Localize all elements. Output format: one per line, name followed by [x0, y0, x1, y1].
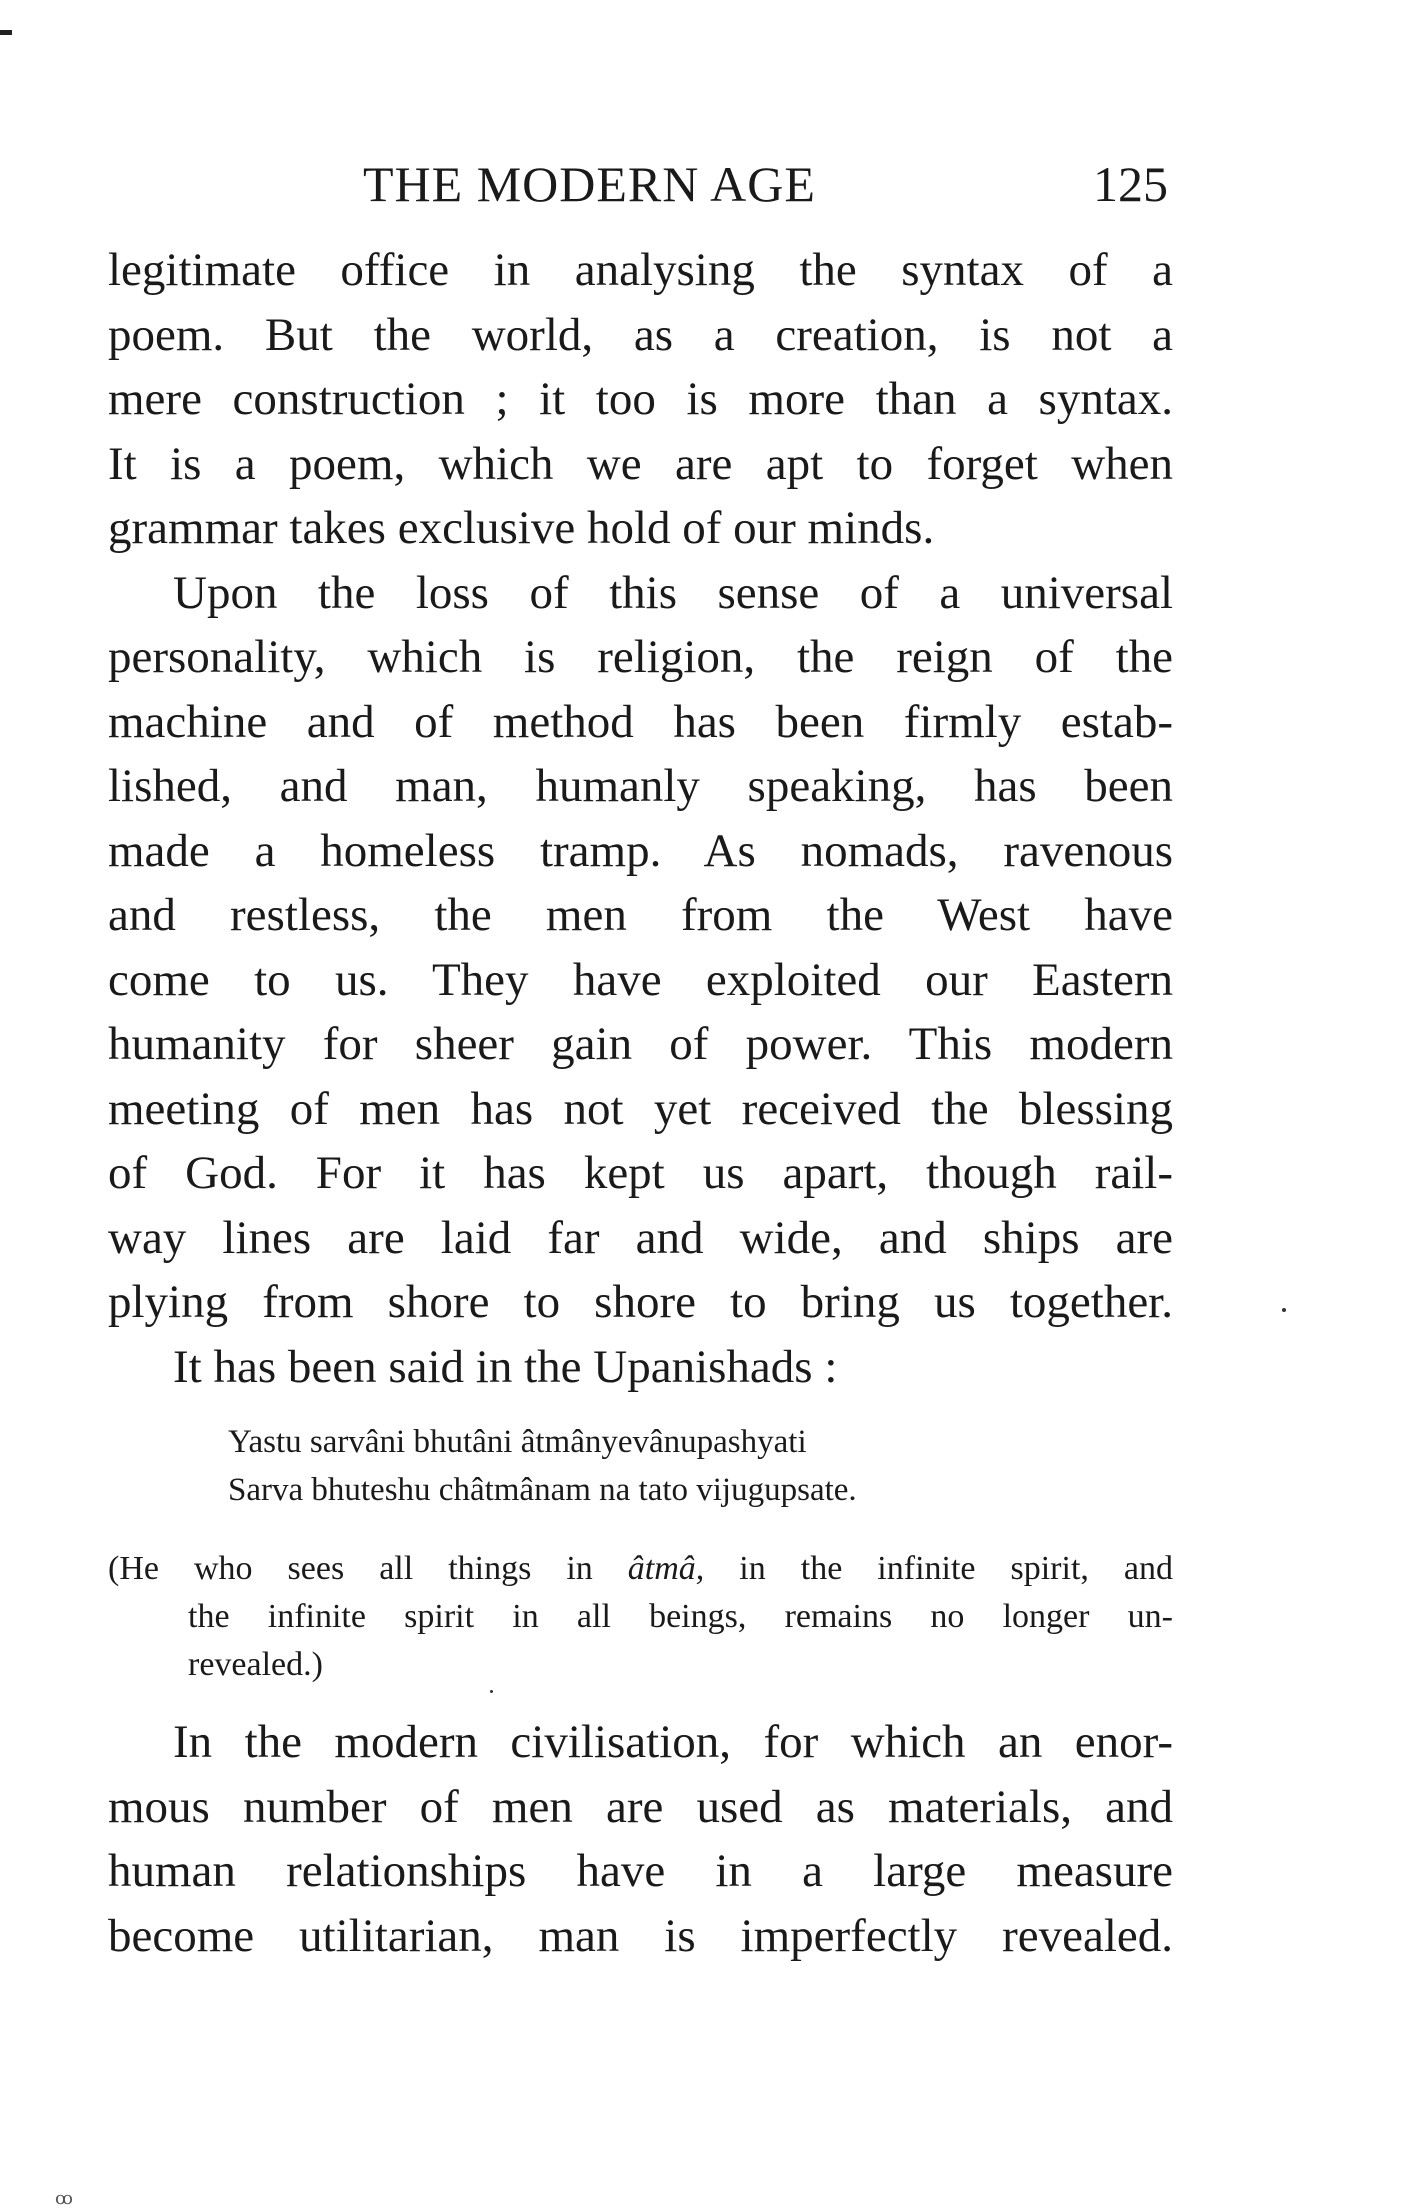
- text-line: grammar takes exclusive hold of our minds.: [108, 502, 935, 554]
- paragraph-4: [108, 1710, 1173, 1968]
- text-line: made a homeless tramp. As nomads, ravenous: [108, 824, 1173, 877]
- text-line: humanity for sheer gain of power. This modern: [108, 1018, 1173, 1070]
- text-line: mere construction ; it too is more than a syntax.: [108, 373, 1173, 425]
- scan-corner-mark: [0, 30, 12, 35]
- verse-line: Yastu sarvâni bhutâni âtmânyevânupashyati: [228, 1424, 807, 1460]
- translation-text: in the infinite spirit, and: [704, 1550, 1173, 1587]
- text-line: It is a poem, which we are apt to forget when: [108, 437, 1173, 490]
- stray-ink-dot: [1282, 1308, 1286, 1312]
- text-line: Upon the loss of this sense of a universal: [173, 566, 1173, 619]
- paragraph-1: [108, 238, 1173, 561]
- verse-line: Sarva bhuteshu châtmânam na tato vijugupsate.: [228, 1472, 857, 1508]
- text-line: legitimate office in analysing the syntax of a: [108, 244, 1173, 296]
- running-title: THE MODERN AGE: [363, 156, 816, 212]
- page-number: 125: [1093, 156, 1168, 212]
- text-line: It has been said in the Upanishads :: [173, 1340, 838, 1393]
- footer-scan-mark: ꝏ: [55, 2188, 73, 2208]
- translation-line: the infinite spirit in all beings, remains no longer un-: [188, 1598, 1173, 1635]
- text-line: and restless, the men from the West have: [108, 889, 1173, 941]
- text-line: meeting of men has not yet received the blessing: [108, 1082, 1173, 1135]
- running-head: [108, 155, 1168, 215]
- text-line: lished, and man, humanly speaking, has been: [108, 760, 1173, 812]
- stray-ink-dot: [490, 1690, 493, 1693]
- text-line: become utilitarian, man is imperfectly revealed.: [108, 1909, 1173, 1962]
- text-line: personality, which is religion, the reign of the: [108, 631, 1173, 683]
- verse-translation: [108, 1545, 1173, 1689]
- text-line: way lines are laid far and wide, and ships are: [108, 1211, 1173, 1264]
- translation-text: (He who sees all things in: [108, 1550, 628, 1587]
- text-line: of God. For it has kept us apart, though rail-: [108, 1147, 1173, 1199]
- body-text: [108, 238, 1173, 1399]
- text-line: human relationships have in a large measure: [108, 1845, 1173, 1897]
- text-line: poem. But the world, as a creation, is not a: [108, 308, 1173, 361]
- translation-line: revealed.): [188, 1646, 323, 1683]
- sanskrit-verse: [228, 1418, 1128, 1514]
- text-line: machine and of method has been firmly estab-: [108, 695, 1173, 748]
- text-line: come to us. They have exploited our Eastern: [108, 953, 1173, 1006]
- paragraph-2: [108, 561, 1173, 1335]
- text-line: mous number of men are used as materials, and: [108, 1780, 1173, 1833]
- translation-line: [108, 1545, 1173, 1593]
- text-line: In the modern civilisation, for which an enor-: [173, 1716, 1173, 1768]
- translation-italic-term: âtmâ,: [627, 1550, 705, 1587]
- text-line: plying from shore to shore to bring us together.: [108, 1276, 1173, 1328]
- paragraph-3: [108, 1335, 1173, 1400]
